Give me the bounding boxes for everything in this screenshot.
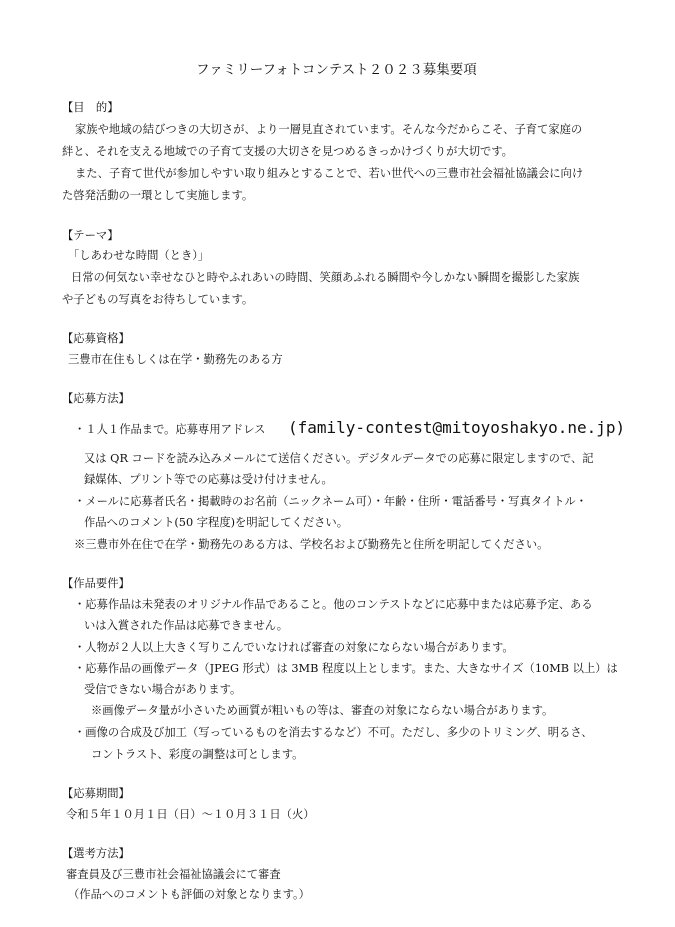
body-line: 家族や地域の結びつきの大切さが、より一層見直されています。そんな今だからこそ、子育て家庭の [75,123,583,136]
body-line: ・画像の合成及び加工（写っているものを消去するなど）不可。ただし、多少のトリミング、明るさ、 [74,726,593,739]
section-heading-period: 【応募期間】 [62,787,130,800]
body-line: ・メールに応募者氏名・掲載時のお名前（ニックネーム可）・年齢・住所・電話番号・写真タイトル・ [74,495,587,508]
contest-email-address: (family-contest@mitoyoshakyo.ne.jp) [288,418,626,437]
theme-title: 「しあわせな時間（とき）」 [68,249,210,262]
note-line: ※三豊市外在住で在学・勤務先のある方は、学校名および勤務先と住所を明記してください。 [74,538,549,551]
body-line: 録媒体、プリント等での応募は受け付けません。 [84,473,333,486]
body-line: 受信できない場合があります。 [84,683,242,696]
body-line: ・人物が２人以上大きく写りこんでいなければ審査の対象にならない場合があります。 [74,641,514,654]
body-line: 審査員及び三豊市社会福祉協議会にて審査 [66,868,281,881]
body-line: 作品へのコメント(50 字程度)を明記してください。 [84,516,349,529]
body-line: ・応募作品は未発表のオリジナル作品であること。他のコンテストなどに応募中または応募予定、ある [74,598,593,611]
body-line: 令和５年１０月１日（日）～１０月３１日（火） [66,808,315,821]
body-line: コントラスト、彩度の調整は可とします。 [91,748,304,761]
section-heading-selection: 【選考方法】 [62,847,130,860]
section-heading-method: 【応募方法】 [62,392,130,405]
body-line: 絆と、それを支える地域での子育て支援の大切さを見つめるきっかけづくりが大切です。 [62,145,513,158]
section-heading-purpose: 【目 的】 [62,101,119,114]
section-heading-requirements: 【作品要件】 [62,577,130,590]
body-line: 三豊市在住もしくは在学・勤務先のある方 [68,353,283,366]
body-line: ・応募作品の画像データ（JPEG 形式）は 3MB 程度以上とします。また、大きなサイズ（10MB 以上）は [74,662,618,675]
section-heading-eligibility: 【応募資格】 [62,332,130,345]
body-line: 又は QR コードを読み込みメールにて送信ください。デジタルデータでの応募に限定しますので、記 [84,452,594,465]
body-line: た啓発活動の一環として実施します。 [62,189,254,202]
note-line: ※画像データ量が小さいため画質が粗いもの等は、審査の対象にならない場合があります。 [91,704,554,717]
page-title: ファミリーフォトコンテスト２０２３募集要項 [196,62,477,78]
body-line: いは入賞された作品は応募できません。 [84,619,289,632]
body-line: （作品へのコメントも評価の対象となります。） [68,888,310,901]
body-line: また、子育て世代が参加しやすい取り組みとすることで、若い世代への三豊市社会福祉協議会に向け [75,167,584,180]
body-line: や子どもの写真をお待ちしています。 [62,293,254,306]
body-line: 日常の何気ない幸せなひと時やふれあいの時間、笑顔あふれる瞬間や今しかない瞬間を撮影した家族 [71,271,580,284]
section-heading-theme: 【テーマ】 [62,229,119,242]
body-line: ・１人１作品まで。応募専用アドレス [74,423,266,436]
